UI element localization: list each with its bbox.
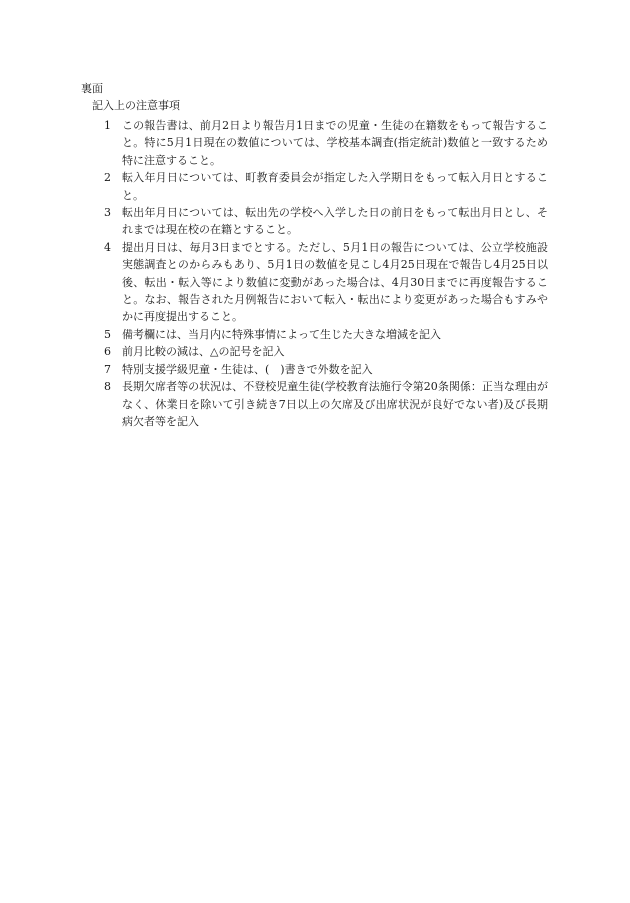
note-item-number: 1: [104, 119, 111, 132]
note-item: [104, 239, 548, 326]
note-item: [104, 117, 548, 169]
note-item-text: 備考欄には、当月内に特殊事情によって生じた大きな増減を記入: [122, 327, 441, 341]
note-item: [104, 326, 548, 343]
note-item-number: 8: [104, 380, 111, 394]
note-item-text: 特別支援学級児童・生徒は、( )書きで外数を記入: [122, 362, 373, 376]
note-item: [104, 361, 548, 378]
note-item-text: この報告書は、前月2日より報告月1日までの児童・生徒の在籍数をもって報告すること。特に5月1日現在の数値については、学校基本調査(指定統計)数値と一致するため特に注意すること。: [122, 119, 548, 167]
note-item-text: 長期欠席者等の状況は、不登校児童生徒(学校教育法施行令第20条関係：正当な理由がなく、休業日を除いて引き続き7日以上の欠席及び出席状況が良好でない者)及び長期病欠者等を記入: [122, 380, 548, 428]
note-item-text: 前月比較の減は、△の記号を記入: [122, 345, 285, 359]
note-item-number: 7: [104, 362, 111, 376]
page-side-label: 裏面: [81, 82, 103, 95]
note-item-text: 転入年月日については、町教育委員会が指定した入学期日をもって転入月日とすること。: [122, 171, 548, 202]
note-item: [104, 204, 548, 239]
note-item-number: 5: [104, 327, 111, 341]
section-title: 記入上の注意事項: [92, 99, 180, 112]
note-item-number: 6: [104, 345, 111, 359]
notes-list: [104, 117, 548, 430]
note-item-text: 提出月日は、毎月3日までとする。ただし、5月1日の報告については、公立学校施設実態調査とのからみもあり、5月1日の数値を見こし4月25日現在で報告し4月25日以後、転出・転入等により数値に変動があった場合は、4月30日までに再度報告すること。なお、報告された月例報告において転入・転出により変更があった場合もすみやかに再度提出すること。: [122, 240, 548, 324]
note-item: [104, 343, 548, 360]
note-item-number: 3: [104, 206, 111, 220]
note-item: [104, 378, 548, 430]
note-item: [104, 169, 548, 204]
note-item-number: 4: [104, 240, 111, 254]
note-item-number: 2: [104, 171, 111, 185]
note-item-text: 転出年月日については、転出先の学校へ入学した日の前日をもって転出月日とし、それまでは現在校の在籍とすること。: [122, 206, 548, 237]
